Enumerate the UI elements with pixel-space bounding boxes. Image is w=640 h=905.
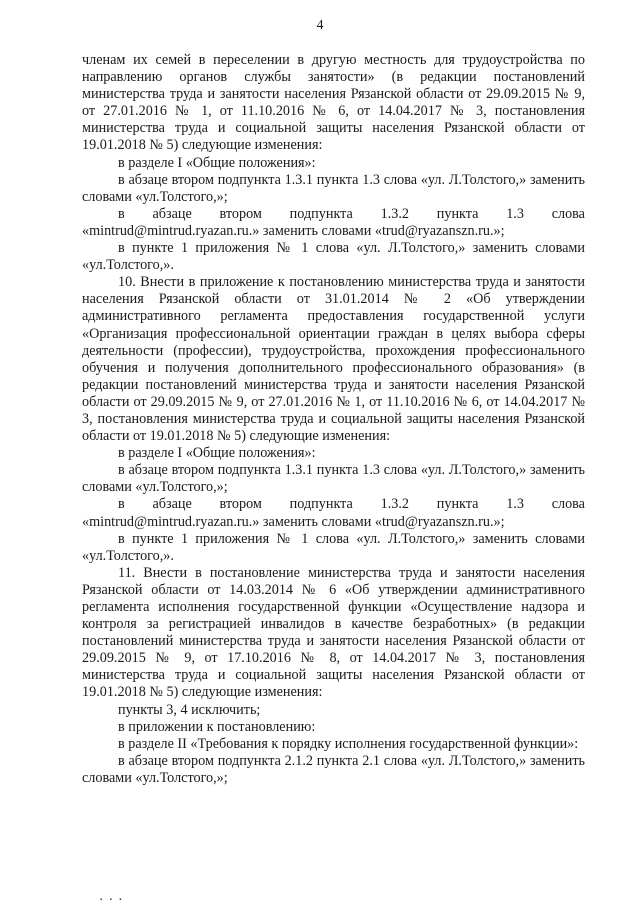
paragraph: 11. Внести в постановление министерства труда и занятости населения Рязанской области от 14.03.2014 № 6 «Об утверждении административного регламента исполнения государственной функции «Осуществление надзора и контроля за регистрацией инвалидов в качестве безработных» (в редакции постановлений министерства труда и занятости населения Рязанской области от 29.09.2015 № 9, от 17.10.2016 № 8, от 14.04.2017 № 3, постановления министерства труда и социальной защиты населения Рязанской области от 19.01.2018 № 5) следующие изменения: [82,564,585,701]
paragraph: в разделе II «Требования к порядку исполнения государственной функции»: [118,735,579,752]
paragraph: в абзаце втором подпункта 1.3.2 пункта 1.3 слова «mintrud@mintrud.ryazan.ru.» заменить словами «trud@ryazanszn.ru.»; [82,205,585,239]
scan-artifact: ▪ ▪ ▪ [100,897,125,903]
paragraph: в пункте 1 приложения № 1 слова «ул. Л.Толстого,» заменить словами «ул.Толстого,». [82,240,585,274]
paragraph: в абзаце втором подпункта 1.3.1 пункта 1.3 слова «ул. Л.Толстого,» заменить словами «ул.Толстого,»; [82,171,585,205]
paragraph: в приложении к постановлению: [118,718,316,735]
document-body [82,52,585,787]
paragraph: пункты 3, 4 исключить; [118,701,261,718]
page-number: 4 [316,18,324,33]
paragraph: в пункте 1 приложения № 1 слова «ул. Л.Толстого,» заменить словами «ул.Толстого,». [82,530,585,564]
paragraph: в разделе I «Общие положения»: [118,154,316,171]
paragraph: в абзаце втором подпункта 2.1.2 пункта 2.1 слова «ул. Л.Толстого,» заменить словами «ул.Толстого,»; [82,752,585,786]
paragraph: в разделе I «Общие положения»: [118,445,316,462]
paragraph: 10. Внести в приложение к постановлению министерства труда и занятости населения Рязанской области от 31.01.2014 № 2 «Об утверждении административного регламента предоставления государственной услуги «Организация профессиональной ориентации граждан в целях выбора сферы деятельности (профессии), трудоустройства, прохождения профессионального обучения и получения дополнительного профессионального образования» (в редакции постановлений министерства труда и занятости населения Рязанской области от 29.09.2015 № 9, от 27.01.2016 № 1, от 11.10.2016 № 6, от 14.04.2017 № 3, постановления министерства труда и социальной защиты населения Рязанской области от 19.01.2018 № 5) следующие изменения: [82,274,585,445]
paragraph: членам их семей в переселении в другую местность для трудоустройства по направлению органов службы занятости» (в редакции постановлений министерства труда и занятости населения Рязанской области от 29.09.2015 № 9, от 27.01.2016 № 1, от 11.10.2016 № 6, от 14.04.2017 № 3, постановления министерства труда и социальной защиты населения Рязанской области от 19.01.2018 № 5) следующие изменения: [82,52,585,154]
paragraph: в абзаце втором подпункта 1.3.1 пункта 1.3 слова «ул. Л.Толстого,» заменить словами «ул.Толстого,»; [82,462,585,496]
paragraph: в абзаце втором подпункта 1.3.2 пункта 1.3 слова «mintrud@mintrud.ryazan.ru.» заменить словами «trud@ryazanszn.ru.»; [82,496,585,530]
